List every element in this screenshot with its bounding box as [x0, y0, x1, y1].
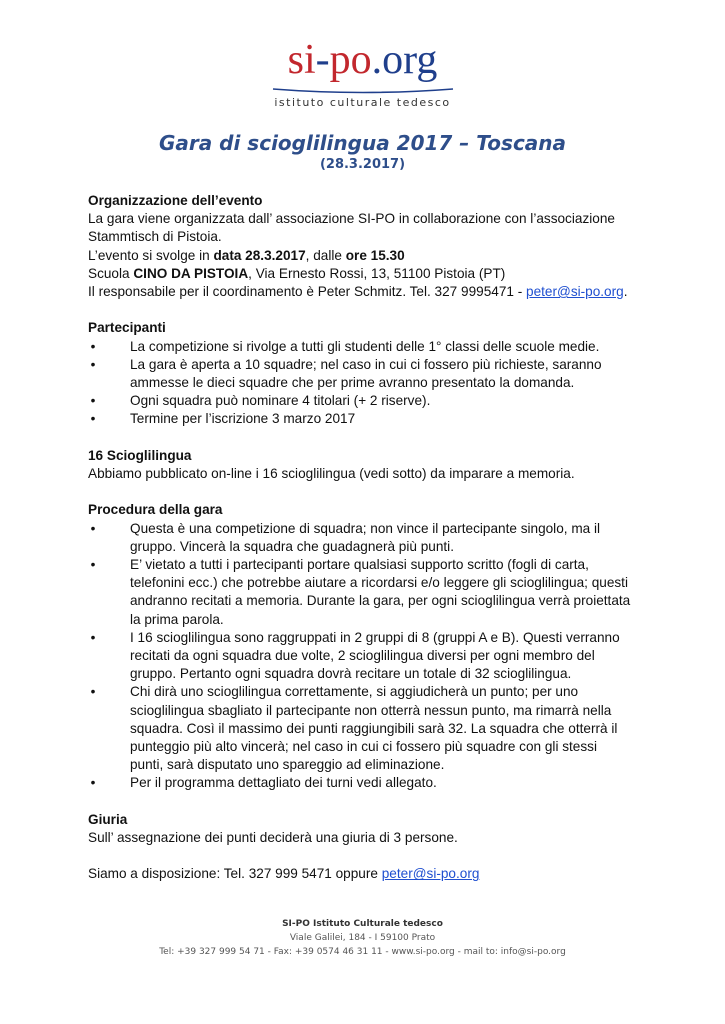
section-heading: Giuria	[88, 811, 128, 827]
bullet-icon: •	[90, 629, 96, 645]
section-organizzazione	[88, 192, 633, 301]
section-procedura	[88, 501, 633, 792]
section-scioglilingua	[88, 447, 633, 483]
list-item: • Termine per l’iscrizione 3 marzo 2017	[88, 410, 633, 428]
section-heading: Partecipanti	[88, 320, 166, 336]
email-link[interactable]: peter@si-po.org	[526, 284, 624, 300]
page-footer	[0, 917, 725, 959]
list-item: • I 16 scioglilingua sono raggruppati in 2 gruppi di 8 (gruppi A e B). Questi verranno recitati da ogni squadra due volte, 2 scioglilingua diversi per ogni membro del gruppo. Pertanto ogni squadra dovrà recitare un totale di 32 scioglilingua.	[88, 629, 633, 684]
section-heading: Organizzazione dell’evento	[88, 193, 263, 208]
document-body	[88, 192, 633, 902]
bullet-icon: •	[90, 393, 96, 409]
page-subtitle: (28.3.2017)	[319, 157, 406, 172]
paragraph-date: L’evento si svolge in data 28.3.2017, dalle ore 15.30	[88, 247, 405, 263]
bullet-icon: •	[90, 520, 96, 536]
list-item: • La competizione si rivolge a tutti gli studenti delle 1° classi delle scuole medie.	[88, 338, 633, 356]
section-partecipanti	[88, 319, 633, 428]
list-item: • Chi dirà uno scioglilingua correttamente, si aggiudicherà un punto; per uno scioglilingua sbagliato il partecipante non otterrà nessun punto, ma rimarrà nella squadra. Così il massimo dei punti raggiungibili sarà 32. La squadra che otterrà il punteggio più alto vincerà; nel caso in cui ci fossero più squadre con gli stessi punti, sarà disputato uno spareggio ad eliminazione.	[88, 683, 633, 774]
page-title: Gara di scioglilingua 2017 – Toscana	[158, 131, 567, 155]
logo-tagline: istituto culturale tedesco	[274, 96, 451, 109]
bullet-icon: •	[90, 338, 96, 354]
section-heading: 16 Scioglilingua	[88, 447, 192, 463]
logo-wordmark: si-po.org	[287, 37, 438, 83]
list-item: • Ogni squadra può nominare 4 titolari (+ 2 riserve).	[88, 392, 633, 410]
section-heading: Procedura della gara	[88, 502, 223, 518]
email-link[interactable]: peter@si-po.org	[381, 866, 480, 882]
list-item: • Questa è una competizione di squadra; non vince il partecipante singolo, ma il gruppo. Vincerà la squadra che guadagnerà più punti.	[88, 520, 633, 556]
bullet-list	[88, 520, 633, 793]
footer-contacts: Tel: +39 327 999 54 71 - Fax: +39 0574 46 31 11 - www.si-po.org - mail to: info@si-po.org	[159, 947, 566, 957]
section-giuria	[88, 811, 633, 847]
paragraph-contact: Il responsabile per il coordinamento è Peter Schmitz. Tel. 327 9995471 - peter@si-po.org.	[88, 284, 628, 300]
bullet-icon: •	[90, 775, 96, 791]
paragraph-contact: Siamo a disposizione: Tel. 327 999 5471 oppure peter@si-po.org	[88, 866, 480, 882]
bullet-icon: •	[90, 356, 96, 372]
logo	[0, 34, 725, 109]
list-item: • Per il programma dettagliato dei turni vedi allegato.	[88, 774, 633, 792]
section-contatti	[88, 865, 633, 883]
logo-swoosh-icon	[268, 86, 458, 96]
paragraph: Sull’ assegnazione dei punti deciderà una giuria di 3 persone.	[88, 830, 458, 846]
paragraph: La gara viene organizzata dall’ associazione SI-PO in collaborazione con l’associazione Stammtisch di Pistoia.	[88, 211, 615, 245]
bullet-icon: •	[90, 557, 96, 573]
list-item: • La gara è aperta a 10 squadre; nel caso in cui ci fossero più richieste, saranno ammesse le dieci squadre che per prime avranno presentato la domanda.	[88, 356, 633, 392]
list-item: • E’ vietato a tutti i partecipanti portare qualsiasi supporto scritto (fogli di carta, telefonini ecc.) che potrebbe aiutare a ricordarsi e/o leggere gli scioglilingua; questi andranno recitati a memoria. Durante la gara, per ogni scioglilingua verrà proiettata la prima parola.	[88, 556, 633, 629]
bullet-icon: •	[90, 684, 96, 700]
bullet-icon: •	[90, 411, 96, 427]
paragraph-school: Scuola CINO DA PISTOIA, Via Ernesto Rossi, 13, 51100 Pistoia (PT)	[88, 265, 506, 281]
footer-address: Viale Galilei, 184 - I 59100 Prato	[289, 933, 436, 943]
footer-org-name: SI-PO Istituto Culturale tedesco	[282, 919, 443, 929]
bullet-list	[88, 338, 633, 429]
paragraph: Abbiamo pubblicato on-line i 16 scioglilingua (vedi sotto) da imparare a memoria.	[88, 466, 575, 482]
